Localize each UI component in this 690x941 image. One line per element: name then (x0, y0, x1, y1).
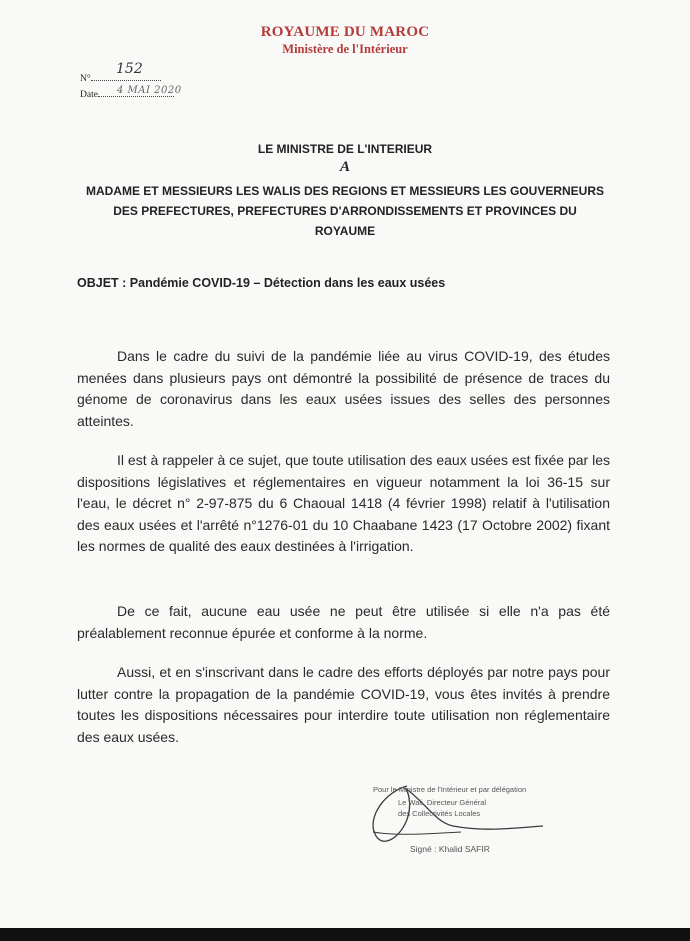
to-word: A (339, 159, 350, 175)
body-paragraph-2: Il est à rappeler à ce sujet, que toute utilisation des eaux usées est fixée par les dispositions législatives et réglementaires en vigueur notamment la loi 36-15 sur l'eau, le décret n° 2-97-875 du 6 Chaoual 1418 (4 février 1998) relatif à l'utilisation des eaux usées et l'arrêté n°1276-01 du 10 Chaabane 1423 (17 Octobre 2002) fixant les normes de qualité des eaux destinées à l'irrigation. (77, 452, 610, 554)
sender-line: LE MINISTRE DE L'INTERIEUR (257, 142, 433, 156)
reference-number-value: 152 (116, 61, 143, 77)
body-paragraph-1: Dans le cadre du suivi de la pandémie liée au virus COVID-19, des études menées dans plusieurs pays ont démontré la possibilité de présence de traces du génome de coronavirus dans les eaux usées issues des selles des personnes atteintes. (77, 348, 610, 429)
signature-title-line: Le Wali, Directeur Général (398, 798, 487, 807)
signature-signed-line: Signé : Khalid SAFIR (410, 844, 490, 854)
recipients-line: MADAME ET MESSIEURS LES WALIS DES REGIONS ET MESSIEURS LES GOUVERNEURS (85, 184, 605, 198)
reference-number-label: N° (80, 74, 91, 84)
recipients-line: ROYAUME (314, 224, 376, 238)
letterhead-kingdom: ROYAUME DU MAROC (260, 24, 430, 40)
body-paragraph-3: De ce fait, aucune eau usée ne peut être utilisée si elle n'a pas été préalablement reconnue épurée et conforme à la norme. (77, 603, 610, 641)
signature-department-line: des Collectivités Locales (398, 809, 481, 818)
signature-delegation-line: Pour le Ministre de l'Intérieur et par délégation (373, 785, 527, 794)
reference-date-stamp: 4 MAI 2020 (117, 85, 182, 96)
reference-date-label: Date (80, 90, 98, 100)
recipients-block (0, 181, 690, 241)
letterhead-ministry: Ministère de l'Intérieur (282, 42, 408, 56)
recipients-line: DES PREFECTURES, PREFECTURES D'ARRONDISSEMENTS ET PROVINCES DU (113, 204, 577, 218)
subject-line: OBJET : Pandémie COVID-19 – Détection dans les eaux usées (77, 276, 446, 290)
body-paragraph-4: Aussi, et en s'inscrivant dans le cadre des efforts déployés par notre pays pour lutter contre la propagation de la pandémie COVID-19, vous êtes invités à prendre toutes les dispositions nécessaires pour interdire toute utilisation non réglementaire des eaux usées. (77, 664, 610, 745)
screen-bottom-bar (0, 928, 690, 941)
